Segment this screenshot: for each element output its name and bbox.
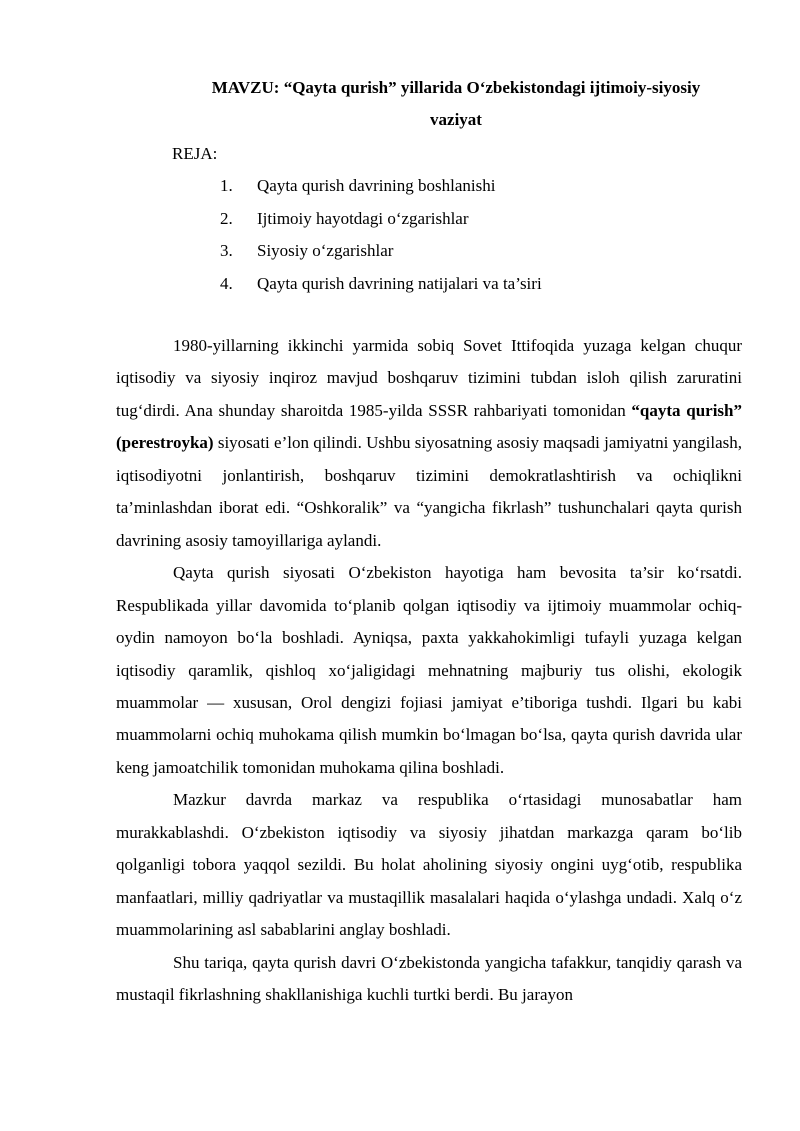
paragraph-2: Qayta qurish siyosati O‘zbekiston hayotiga ham bevosita ta’sir ko‘rsatdi. Respublikada yillar davomida to‘planib qolgan iqtisodiy va ijtimoiy muammolar ochiq-oydin namoyon bo‘la boshladi. Ayniqsa, paxta yakkahokimligi tufayli yuzaga kelgan iqtisodiy qaramlik, qishloq xo‘jaligidagi mehnatning majburiy tus olishi, ekologik muammolar — xususan, Orol dengizi fojiasi jamiyat e’tiboriga tushdi. Ilgari bu kabi muammolarni ochiq muhokama qilish mumkin bo‘lmagan bo‘lsa, qayta qurish davrida ular keng jamoatchilik tomonidan muhokama qilina boshladi. (116, 563, 742, 777)
paragraph-3: Mazkur davrda markaz va respublika o‘rtasidagi munosabatlar ham murakkablashdi. O‘zbekiston iqtisodiy va siyosiy jihatdan markazga qaram bo‘lib qolganligi tobora yaqqol sezildi. Bu holat aholining siyosiy ongini uyg‘otib, respublika manfaatlari, milliy qadriyatlar va mustaqillik masalalari haqida o‘ylashga undadi. Xalq o‘z muammolarining asl sabablarini anglay boshladi. (116, 790, 742, 940)
document-title (140, 72, 772, 136)
paragraph-1 (116, 330, 742, 557)
plan-item-text: Qayta qurish davrining natijalari va ta’siri (257, 273, 542, 293)
plan-item-number: 1. (220, 176, 233, 195)
perestroyka-term: “qayta qurish” (perestroyka) (116, 400, 742, 453)
plan-label: REJA: (172, 144, 218, 163)
title-line-1: MAVZU: “Qayta qurish” yillarida O‘zbekistondagi ijtimoiy-siyosiy (211, 78, 701, 97)
plan-item-text: Qayta qurish davrining boshlanishi (257, 176, 496, 195)
paragraph-1-intro: 1980-yillarning ikkinchi yarmida sobiq Sovet Ittifoqida yuzaga kelgan chuqur iqtisodiy va siyosiy inqiroz mavjud boshqaruv tizimini tubdan isloh qilish zaruratini tug‘dirdi. Ana shunday sharoitda 1985-yilda SSSR rahbariyati tomonidan (116, 336, 742, 420)
paragraph-1-rest: siyosati e’lon qilindi. Ushbu siyosatning asosiy maqsadi jamiyatni yangilash, iqtisodiyotni jonlantirish, boshqaruv tizimini demokratlashtirish va ochiqlikni ta’minlashdan iborat edi. “Oshkoralik” va “yangicha fikrlash” tushunchalari qayta qurish davrining asosiy tamoyillariga aylandi. (116, 433, 742, 550)
plan-item-text: Ijtimoiy hayotdagi o‘zgarishlar (257, 208, 469, 228)
paragraph-4: Shu tariqa, qayta qurish davri O‘zbekistonda yangicha tafakkur, tanqidiy qarash va mustaqil fikrlashning shakllanishiga kuchli turtki berdi. Bu jarayon (116, 952, 742, 1005)
plan-item-number: 2. (220, 208, 233, 228)
body-text (116, 330, 742, 1012)
plan-item-text: Siyosiy o‘zgarishlar (257, 241, 394, 260)
plan-item-number: 3. (220, 241, 233, 260)
title-line-2: vaziyat (430, 110, 482, 129)
plan-item-number: 4. (220, 273, 233, 293)
